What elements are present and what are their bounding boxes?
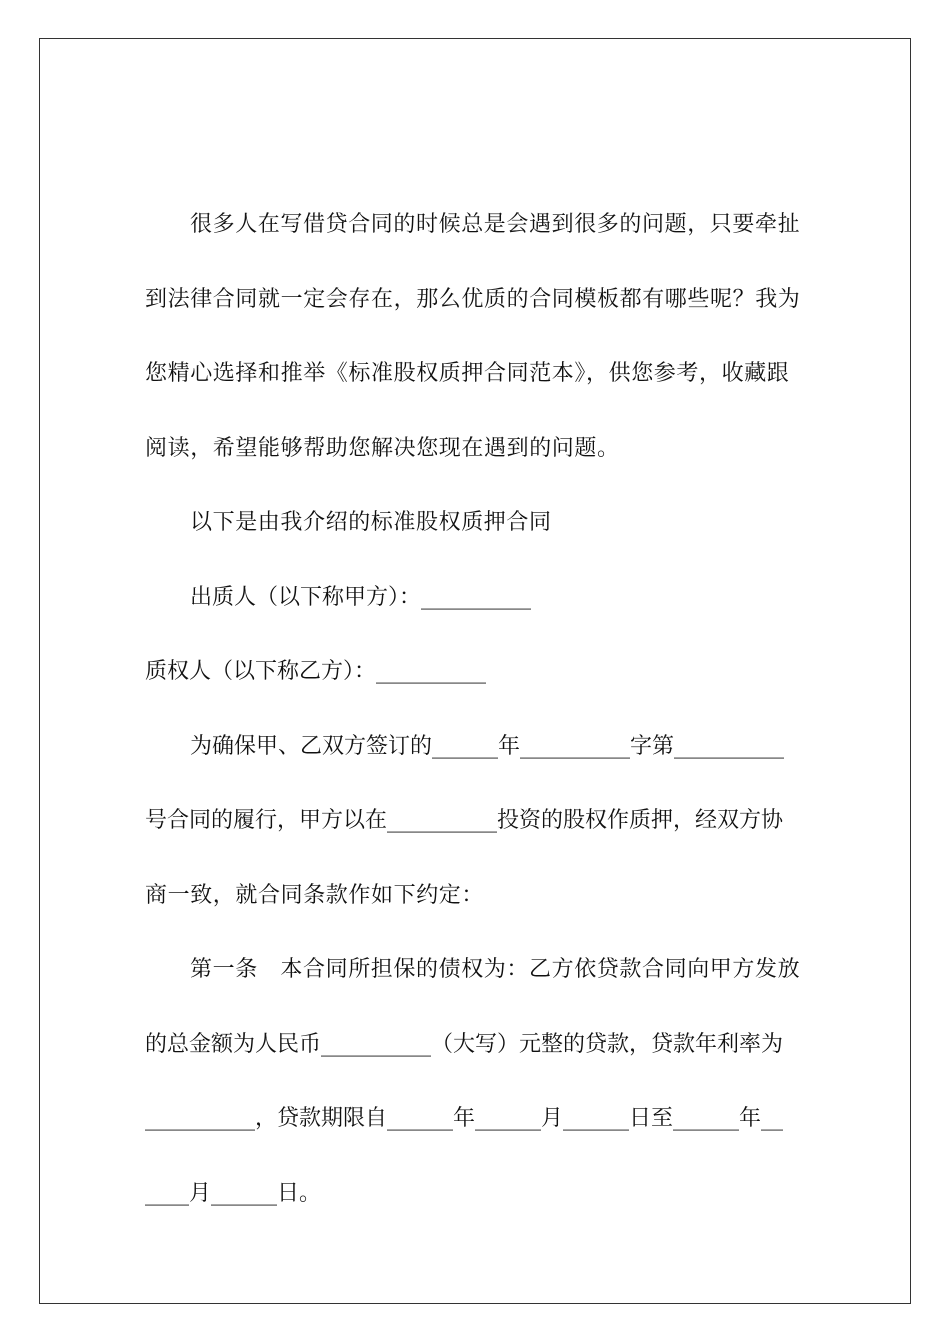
preamble-line-3: 商一致，就合同条款作如下约定： <box>145 882 485 908</box>
paragraph-intro-line-4: 阅读，希望能够帮助您解决您现在遇到的问题。 <box>145 435 620 461</box>
article-one-line-4: ____月______日。 <box>145 1180 322 1206</box>
paragraph-intro-line-3: 您精心选择和推举《标准股权质押合同范本》，供您参考，收藏跟 <box>145 361 790 386</box>
article-one-line-1: 第一条 本合同所担保的债权为：乙方依贷款合同向甲方发放 <box>190 957 801 982</box>
preamble-line-2: 号合同的履行，甲方以在__________投资的股权作质押，经双方协 <box>145 808 784 833</box>
document-body <box>145 195 801 1238</box>
article-one-line-2: 的总金额为人民币__________（大写）元整的贷款，贷款年利率为 <box>145 1031 784 1057</box>
pledgee-line: 质权人（以下称乙方）：__________ <box>145 659 487 684</box>
paragraph-intro-line-2: 到法律合同就一定会存在，那么优质的合同模板都有哪些呢？我为 <box>145 286 801 312</box>
contract-heading-line: 以下是由我介绍的标准股权质押合同 <box>190 510 552 535</box>
preamble-line-1: 为确保甲、乙双方签订的______年__________字第__________ <box>190 733 785 759</box>
pledgor-line: 出质人（以下称甲方）：__________ <box>190 584 532 610</box>
paragraph-intro-line-1: 很多人在写借贷合同的时候总是会遇到很多的问题，只要牵扯 <box>190 212 801 237</box>
article-one-line-3: __________，贷款期限自______年______月______日至______年__ <box>145 1106 784 1131</box>
